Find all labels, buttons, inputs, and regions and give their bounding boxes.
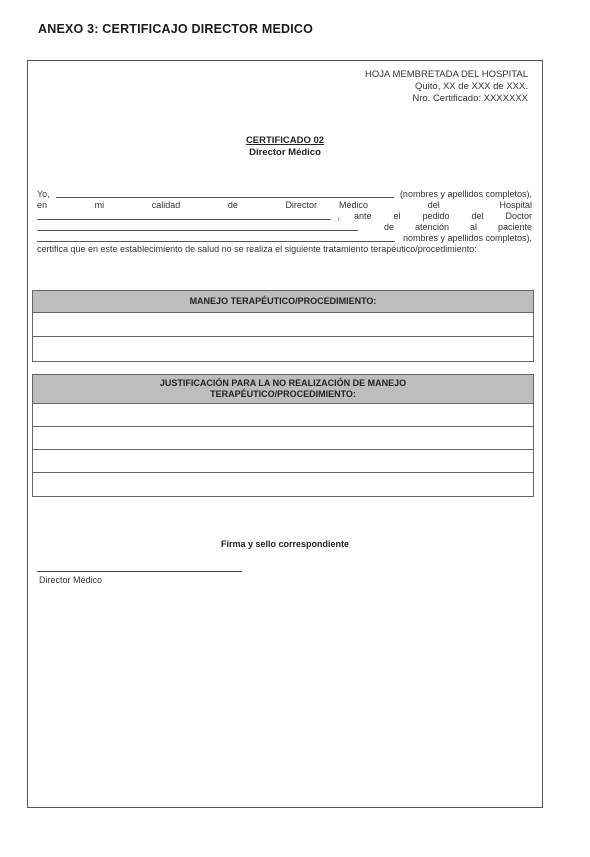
table-row[interactable] (33, 404, 533, 427)
certificate-subtitle: Director Médico (249, 147, 321, 158)
patient-blank-line[interactable] (37, 233, 395, 242)
certificate-body (37, 189, 532, 255)
signature-label: Firma y sello correspondiente (220, 539, 350, 549)
certificate-title-block (28, 135, 542, 159)
certificate-page (27, 60, 543, 808)
justification-table-header (33, 375, 533, 404)
word-calidad: calidad (151, 200, 181, 210)
body-line-5 (37, 233, 532, 244)
calidad-words (37, 200, 317, 211)
certificate-title: CERTIFICADO 02 (245, 135, 325, 146)
hospital-blank-line[interactable] (37, 211, 331, 220)
date-line: Quito, XX de XXX de XXX. (414, 81, 528, 92)
doctor-blank-line[interactable] (37, 222, 358, 231)
names-hint-2: nombres y apellidos completos), (402, 233, 532, 243)
word-mi: mi (94, 200, 105, 210)
atencion-text: de atención al paciente (384, 222, 532, 232)
hospital-header (365, 69, 528, 105)
justification-header-line-2: TERAPÉUTICO/PROCEDIMIENTO: (210, 389, 356, 399)
director-role-label: Director Médico (39, 575, 103, 585)
hospital-letterhead: HOJA MEMBRETADA DEL HOSPITAL (365, 69, 528, 80)
name-blank-line[interactable] (56, 189, 394, 198)
body-line-3 (37, 211, 532, 222)
treatment-table (32, 290, 534, 362)
table-row[interactable] (33, 337, 533, 361)
signature-line[interactable] (37, 571, 242, 572)
treatment-table-header: MANEJO TERAPÉUTICO/PROCEDIMIENTO: (33, 291, 533, 313)
justification-header-line-1: JUSTIFICACIÓN PARA LA NO REALIZACIÓN DE MANEJO (159, 378, 407, 388)
ante-pedido-text: ante el pedido del Doctor (354, 211, 532, 221)
table-row[interactable] (33, 473, 533, 496)
table-row[interactable] (33, 313, 533, 337)
body-line-2 (37, 200, 532, 211)
hospital-words (339, 200, 532, 211)
table-row[interactable] (33, 427, 533, 450)
table-row[interactable] (33, 450, 533, 473)
names-hint: (nombres y apellidos completos), (399, 189, 532, 199)
annex-title: ANEXO 3: CERTIFICAJO DIRECTOR MEDICO (38, 22, 314, 36)
comma: , (337, 211, 340, 221)
certificate-number: Nro. Certificado: XXXXXXX (412, 93, 528, 104)
word-director: Director (285, 200, 317, 210)
word-de: de (227, 200, 238, 210)
certifica-text: certifica que en este establecimiento de salud no se realiza el siguiente tratamiento terapéutico/procedimiento: (37, 244, 477, 254)
body-line-4 (37, 222, 532, 233)
word-medico: Médico (339, 200, 369, 210)
word-del: del (427, 200, 440, 210)
word-en: en (37, 200, 48, 210)
body-line-1 (37, 189, 532, 200)
yo-text: Yo, (37, 189, 50, 199)
word-hospital: Hospital (499, 200, 532, 210)
justification-table (32, 374, 534, 497)
